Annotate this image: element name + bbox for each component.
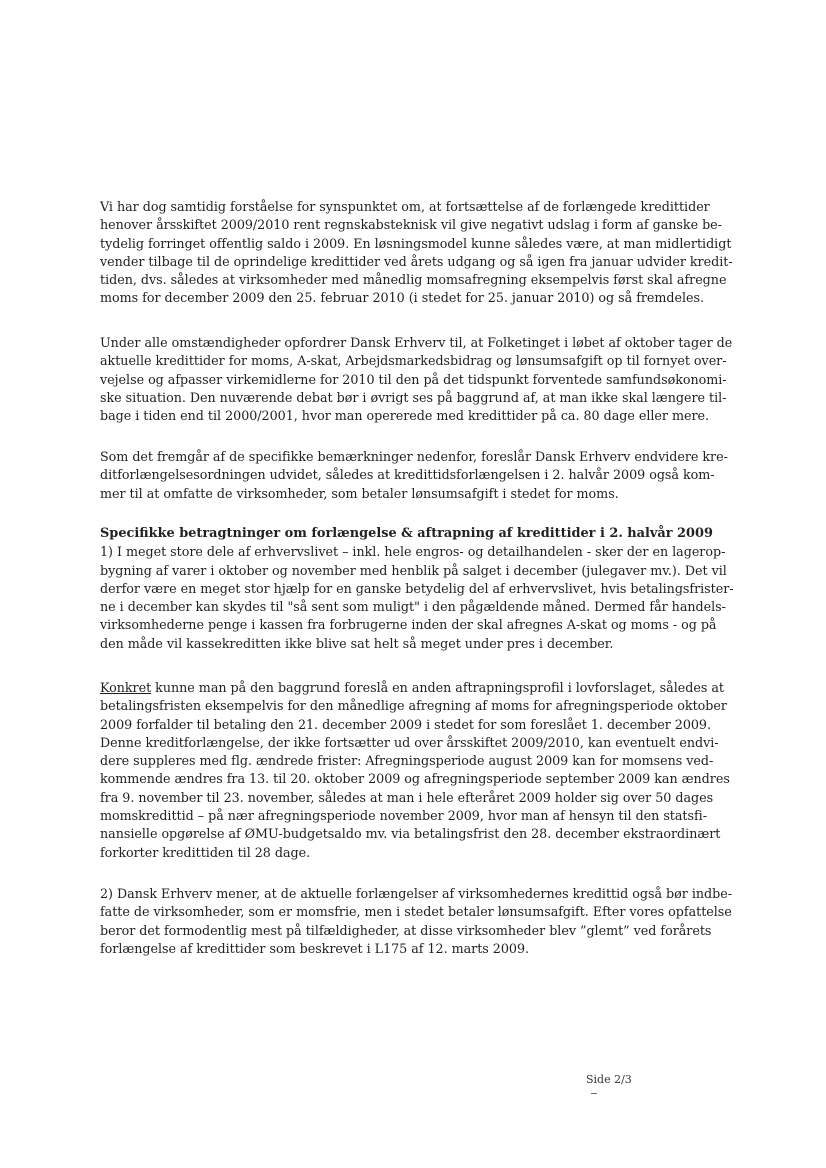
paragraph-line: momskredittid – på nær afregningsperiode november 2009, hvor man af hensyn til den statsfi- xyxy=(100,808,707,824)
paragraph-line: ditforlængelsesordningen udvidet, således at kredittidsforlængelsen i 2. halvår 2009 også kom- xyxy=(100,467,715,483)
section-heading: Specifikke betragtninger om forlængelse & aftrapning af kredittider i 2. halvår 2009 xyxy=(100,526,713,541)
paragraph-line: aktuelle kredittider for moms, A-skat, Arbejdsmarkedsbidrag og lønsumsafgift op til fornyet over- xyxy=(100,353,727,369)
underlined-word: Konkret xyxy=(100,680,152,695)
paragraph-line: nansielle opgørelse af ØMU-budgetsaldo mv. via betalingsfrist den 28. december ekstraordinært xyxy=(100,826,721,842)
paragraph-line: ne i december kan skydes til "så sent som muligt" i den pågældende måned. Dermed får handels- xyxy=(100,599,726,615)
paragraph-line: den måde vil kassekreditten ikke blive sat helt så meget under pres i december. xyxy=(100,635,614,651)
paragraph-line: fra 9. november til 23. november, således at man i hele efteråret 2009 holder sig over 50 dages xyxy=(100,789,714,805)
first-line-text: kunne man på den baggrund foreslå en anden aftrapningsprofil i lovforslaget, således at xyxy=(151,680,724,695)
paragraph-line: tiden, dvs. således at virksomheder med månedlig momsafregning eksempelvis først skal afregne xyxy=(100,272,727,288)
paragraph-line: 1) I meget store dele af erhvervslivet – inkl. hele engros- og detailhandelen - sker der en lagerop- xyxy=(100,544,726,560)
paragraph-line: beror det formodentlig mest på tilfældigheder, at disse virksomheder blev ”glemt” ved forårets xyxy=(100,922,712,938)
paragraph-line: Under alle omstændigheder opfordrer Dansk Erhverv til, at Folketinget i løbet af oktober tager de xyxy=(100,335,733,350)
specific-remarks-section xyxy=(100,525,750,653)
paragraph-1 xyxy=(100,198,750,308)
paragraph-line: ske situation. Den nuværende debat bør i øvrigt ses på baggrund af, at man ikke skal længere til- xyxy=(100,389,727,405)
paragraph-line: derfor være en meget stor hjælp for en ganske betydelig del af erhvervslivet, hvis betalingsfrister- xyxy=(100,580,734,596)
paragraph-line: 2) Dansk Erhverv mener, at de aktuelle forlængelser af virksomhedernes kredittid også bør indbe- xyxy=(100,886,732,901)
paragraph-line: fatte de virksomheder, som er momsfrie, men i stedet betaler lønsumsafgift. Efter vores opfattelse xyxy=(100,904,732,920)
paragraph-line: Vi har dog samtidig forståelse for synspunktet om, at fortsættelse af de forlængede kredittider xyxy=(100,199,710,214)
page-number: Side 2/3 xyxy=(586,1073,632,1086)
paragraph-line: forlængelse af kredittider som beskrevet i L175 af 12. marts 2009. xyxy=(100,940,530,956)
footer-mark xyxy=(591,1093,597,1094)
paragraph-line: betalingsfristen eksempelvis for den månedlige afregning af moms for afregningsperiode oktober xyxy=(100,698,727,714)
paragraph-konkret xyxy=(100,679,750,862)
paragraph-line: moms for december 2009 den 25. februar 2010 (i stedet for 25. januar 2010) og så fremdeles. xyxy=(100,290,705,306)
paragraph-line: bage i tiden end til 2000/2001, hvor man opererede med kredittider på ca. 80 dage eller mere. xyxy=(100,408,709,424)
paragraph-line: dere suppleres med flg. ændrede frister: Afregningsperiode august 2009 kan for momsens ved- xyxy=(100,753,714,769)
paragraph-line: Som det fremgår af de specifikke bemærkninger nedenfor, foreslår Dansk Erhverv endvidere kre- xyxy=(100,449,728,464)
paragraph-line: henover årsskiftet 2009/2010 rent regnskabsteknisk vil give negativt udslag i form af ganske be- xyxy=(100,217,722,233)
paragraph-line: Denne kreditforlængelse, der ikke fortsætter ud over årsskiftet 2009/2010, kan eventuelt endvi- xyxy=(100,734,719,750)
paragraph-2 xyxy=(100,334,750,425)
paragraph-line: forkorter kredittiden til 28 dage. xyxy=(100,844,311,860)
paragraph-3 xyxy=(100,448,750,503)
paragraph-2-remark xyxy=(100,885,750,958)
paragraph-line: kommende ændres fra 13. til 20. oktober 2009 og afregningsperiode september 2009 kan ændres xyxy=(100,771,730,787)
paragraph-line: vejelse og afpasser virkemidlerne for 2010 til den på det tidspunkt forventede samfundsøkonomi- xyxy=(100,371,727,387)
paragraph-line: 2009 forfalder til betaling den 21. december 2009 i stedet for som foreslået 1. december 2009. xyxy=(100,716,711,732)
paragraph-line: bygning af varer i oktober og november med henblik på salget i december (julegaver mv.). Det vil xyxy=(100,562,727,578)
paragraph-line xyxy=(100,679,750,697)
paragraph-line: mer til at omfatte de virksomheder, som betaler lønsumsafgift i stedet for moms. xyxy=(100,485,619,501)
paragraph-line: virksomhederne penge i kassen fra forbrugerne inden der skal afregnes A-skat og moms - og på xyxy=(100,617,717,633)
paragraph-line: vender tilbage til de oprindelige kredittider ved årets udgang og så igen fra januar udvider kredit- xyxy=(100,253,733,269)
paragraph-line: tydelig forringet offentlig saldo i 2009. En løsningsmodel kunne således være, at man midlertidigt xyxy=(100,235,732,251)
